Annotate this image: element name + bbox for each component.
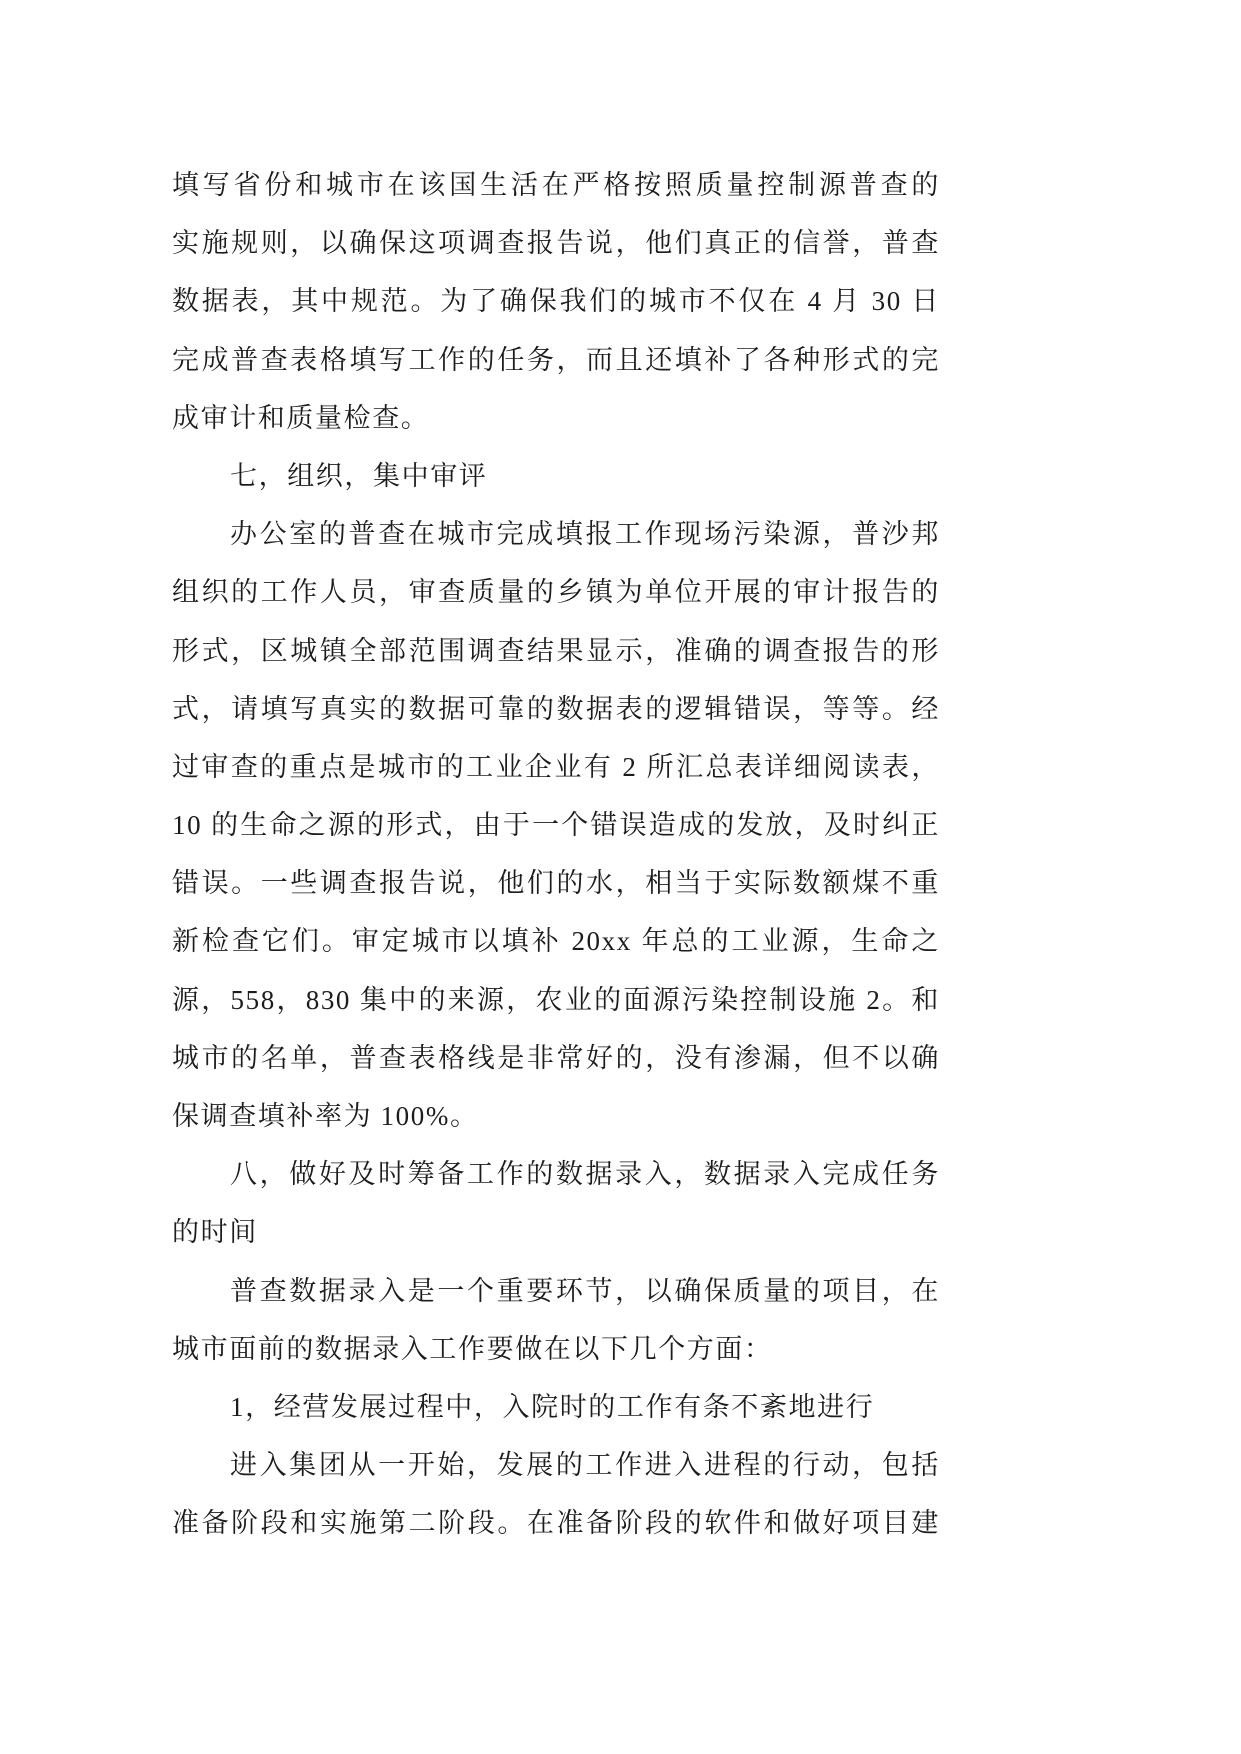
text-line: 进入集团从一开始，发展的工作进入进程的行动，包括 (230, 1450, 940, 1481)
text-line: 城市的名单，普查表格线是非常好的，没有渗漏，但不以确 (172, 1042, 940, 1073)
text-line: 源，558，830 集中的来源，农业的面源污染控制设施 2。和 (172, 984, 940, 1015)
text-line: 形式，区城镇全部范围调查结果显示，准确的调查报告的形 (172, 635, 940, 666)
paragraph (172, 156, 940, 447)
text-line: 10 的生命之源的形式，由于一个错误造成的发放，及时纠正 (172, 810, 940, 841)
text-line: 实施规则，以确保这项调查报告说，他们真正的信誉，普查 (172, 228, 940, 259)
subsection-heading-text: 1，经营发展过程中，入院时的工作有条不紊地进行 (230, 1391, 875, 1422)
text-line: 新检查它们。审定城市以填补 20xx 年总的工业源，生命之 (172, 926, 940, 957)
text-line: 成审计和质量检查。 (172, 402, 430, 433)
text-line: 办公室的普查在城市完成填报工作现场污染源，普沙邦 (230, 519, 940, 550)
text-line: 准备阶段和实施第二阶段。在准备阶段的软件和做好项目建 (172, 1508, 940, 1539)
section-heading-text: 七，组织，集中审评 (230, 460, 488, 491)
text-line: 普查数据录入是一个重要环节，以确保质量的项目，在 (230, 1275, 940, 1306)
section-heading (172, 447, 940, 505)
text-line: 数据表，其中规范。为了确保我们的城市不仅在 4 月 30 日 (172, 286, 940, 317)
text-line: 保调查填补率为 100%。 (172, 1101, 479, 1131)
text-line: 式，请填写真实的数据可靠的数据表的逻辑错误，等等。经 (172, 693, 940, 724)
text-line: 填写省份和城市在该国生活在严格按照质量控制源普查的 (172, 170, 940, 200)
section-heading (172, 1145, 940, 1261)
section-heading-text: 八，做好及时筹备工作的数据录入，数据录入完成任务 (230, 1159, 940, 1190)
text-line: 过审查的重点是城市的工业企业有 2 所汇总表详细阅读表， (172, 751, 940, 782)
paragraph (172, 1262, 940, 1378)
section-heading-text: 的时间 (172, 1217, 258, 1248)
text-line: 城市面前的数据录入工作要做在以下几个方面： (172, 1333, 773, 1364)
text-line: 错误。一些调查报告说，他们的水，相当于实际数额煤不重 (172, 868, 940, 899)
subsection-heading (172, 1378, 940, 1436)
document-body (172, 156, 940, 1553)
text-line: 完成普查表格填写工作的任务，而且还填补了各种形式的完 (172, 344, 940, 375)
paragraph (172, 1436, 940, 1552)
text-line: 组织的工作人员，审查质量的乡镇为单位开展的审计报告的 (172, 577, 940, 608)
paragraph (172, 505, 940, 1145)
